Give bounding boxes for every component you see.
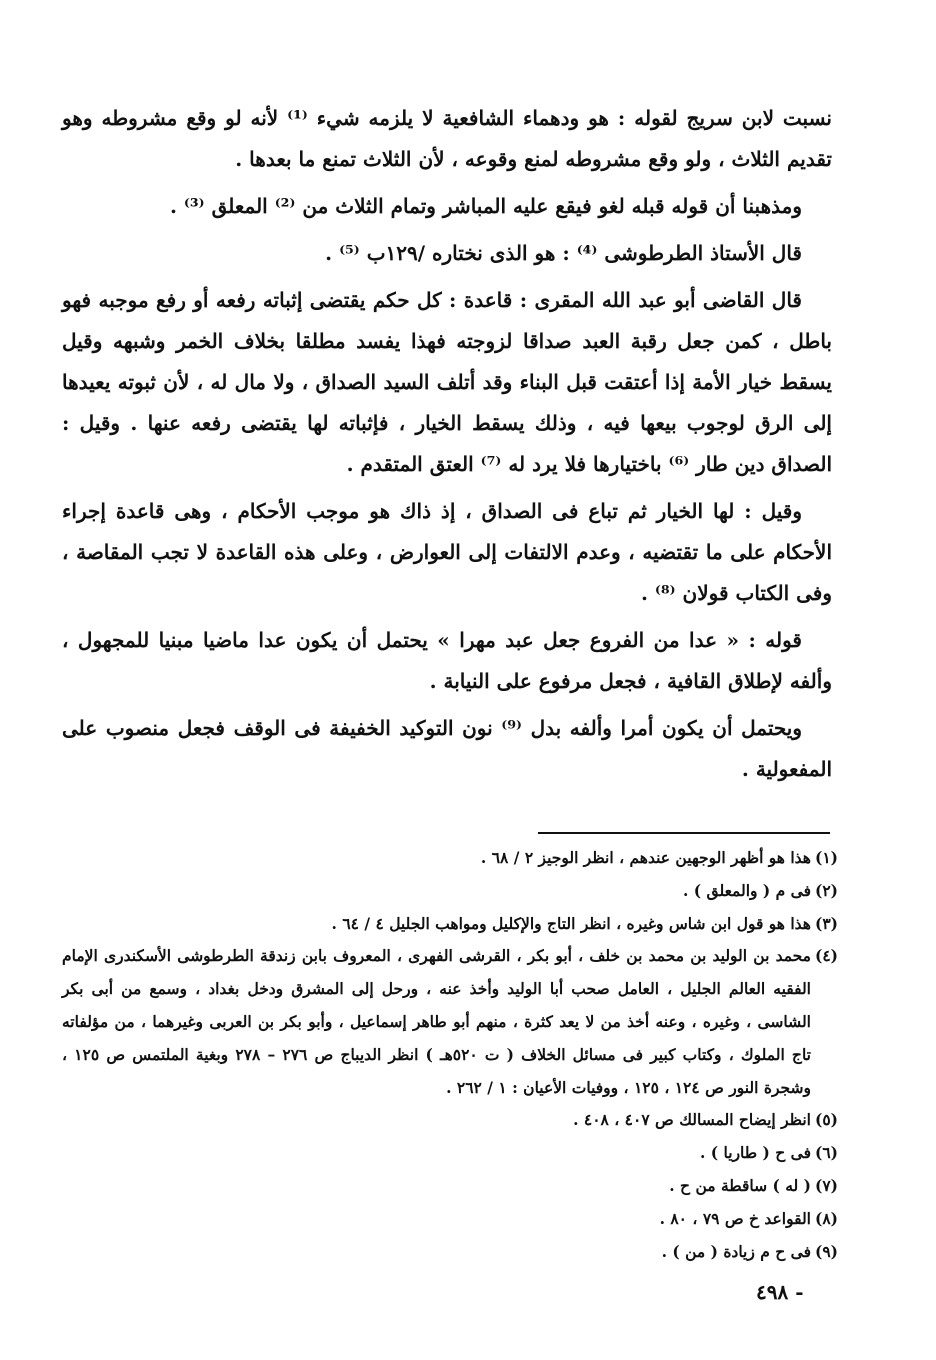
footnote-number: (٩) [814,1241,838,1261]
footnote-number: (٢) [814,880,838,900]
footnote-number: (٦) [814,1143,838,1163]
footnote-text: انظر إيضاح المسالك ص ٤٠٧ ، ٤٠٨ . [573,1110,811,1130]
footnote-separator [538,832,830,834]
footnote-number: (٧) [814,1175,838,1195]
footnote-text: هذا هو أظهر الوجهين عندهم ، انظر الوجيز ٢ / ٦٨ . [480,848,811,867]
footnote-3 [62,908,838,941]
footnote-number: (٣) [814,913,838,933]
paragraph-7: ويحتمل أن يكون أمرا وألفه بدل ⁽⁹⁾ نون التوكيد الخفيفة فى الوقف فجعل منصوب على المفعولية . [62,716,832,781]
footnote-text: فى ح م زيادة ( من ) . [661,1241,811,1261]
footnote-8 [62,1203,838,1236]
footnote-text: القواعد خ ص ٧٩ ، ٨٠ . [659,1208,811,1228]
footnote-5 [62,1104,838,1137]
footnote-text: ( له ) ساقطة من ح . [669,1175,811,1195]
footnote-text: هذا هو قول ابن شاس وغيره ، انظر التاج والإكليل ومواهب الجليل ٤ / ٦٤ . [331,913,811,933]
footnote-number: (٥) [814,1110,838,1130]
footnote-2 [62,875,838,908]
footnote-text: فى م ( والمعلق ) . [683,880,811,900]
paragraph-6: قوله : « عدا من الفروع جعل عبد مهرا » يحتمل أن يكون عدا ماضيا مبنيا للمجهول ، وألفه لإطلاق القافية ، فجعل مرفوع على النيابة . [62,628,832,693]
footnote-7 [62,1170,838,1203]
paragraph-2: ومذهبنا أن قوله قبله لغو فيقع عليه المباشر وتمام الثلاث من ⁽²⁾ المعلق ⁽³⁾ . [170,194,802,218]
footnote-text: فى ح ( طاريا ) . [700,1143,811,1163]
footnote-1 [62,842,838,875]
footnote-9 [62,1236,838,1269]
paragraph-1: نسبت لابن سريج لقوله : هو ودهماء الشافعية لا يلزمه شيء ⁽¹⁾ لأنه لو وقع مشروطه وهو تقديم الثلاث ، ولو وقع مشروطه لمنع وقوعه ، لأن الثلاث تمنع ما بعدها . [62,106,832,171]
paragraph-3: قال الأستاذ الطرطوشى ⁽⁴⁾ : هو الذى نختاره /١٢٩ب ⁽⁵⁾ . [325,241,802,265]
footnotes [62,842,838,1268]
footnote-number: (١) [814,848,838,867]
paragraph-5: وقيل : لها الخيار ثم تباع فى الصداق ، إذ ذاك هو موجب الأحكام ، وهى قاعدة إجراء الأحكام على ما تقتضيه ، وعدم الالتفات إلى العوارض ، وعلى هذه القاعدة لا تجب المقاصة ، وفى الكتاب قولان ⁽⁸⁾ . [62,499,832,605]
paragraph-4: قال القاضى أبو عبد الله المقرى : قاعدة : كل حكم يقتضى إثباته رفعه أو رفع موجبه فهو باطل ، كمن جعل رقبة العبد صداقا لزوجته فهذا يفسد مطلقا بخلاف الخمر وشبهه وقيل يسقط خيار الأمة إذا أعتقت قبل البناء وقد أتلف السيد الصداق ، ولا مال له ، لأن ثبوته يعيدها إلى الرق لوجوب بيعها فيه ، وذلك يسقط الخيار ، فإثباته لها يقتضى رفعه عنها . وقيل : الصداق دين طار ⁽⁶⁾ باختيارها فلا يرد له ⁽⁷⁾ العتق المتقدم . [62,288,833,476]
footnote-6 [62,1137,838,1170]
footnote-4 [62,940,838,1104]
footnote-number: (٤) [814,946,838,966]
page-number: - ٤٩٨ [756,1280,804,1304]
footnote-text: محمد بن الوليد بن محمد بن خلف ، أبو بكر ، القرشى الفهرى ، المعروف بابن زندقة الطرطوشى الأسكندرى الإمام الفقيه العالم الجليل ، العامل صحب أبا الوليد وأخذ عنه ، ورحل إلى المشرق ودخل بغداد ، وسمع من أبى بكر الشاسى ، وغيره ، وعنه أخذ من لا يعد كثرة ، منهم أبو طاهر إسماعيل ، وأبو بكر بن العربى وغيرهما ، من مؤلفاته تاج الملوك ، وكتاب كبير فى مسائل الخلاف ( ت ٥٢٠هـ ) انظر الديباج ص ٢٧٦ – ٢٧٨ وبغية الملتمس ص ١٢٥ ، وشجرة النور ص ١٢٤ ، ١٢٥ ، ووفيات الأعيان : ١ / ٢٦٢ . [62,946,811,1097]
main-text [62,98,832,796]
footnote-number: (٨) [814,1208,838,1228]
